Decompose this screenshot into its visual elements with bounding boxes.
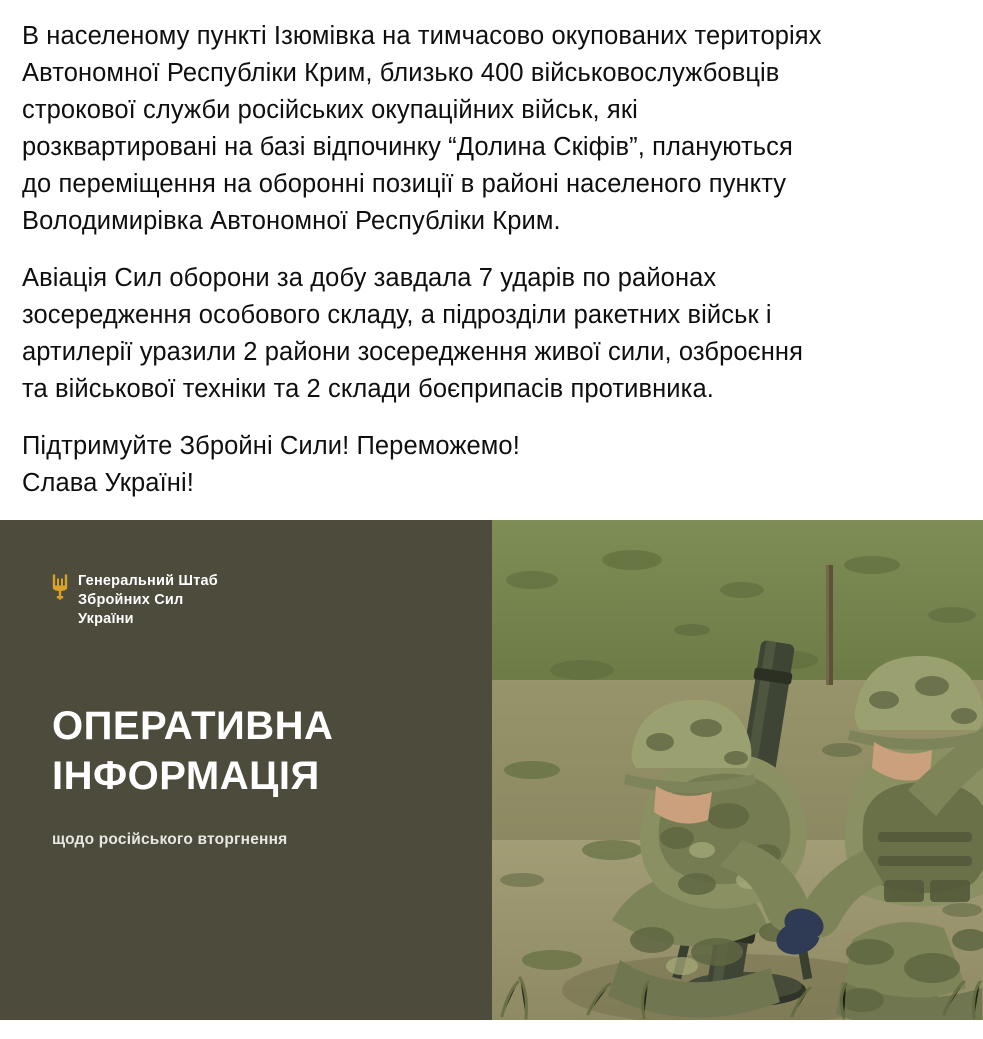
brand-text [78,572,218,629]
text-line: Автономної Республіки Крим, близько 400 військовослужбовців [22,59,780,87]
banner-title-line-2: ІНФОРМАЦІЯ [52,754,320,798]
banner-subtitle: щодо російського вторгнення [52,831,288,848]
banner-title [52,701,452,801]
operational-info-banner [0,520,492,1020]
brand-line-2: Збройних Сил [78,592,184,608]
text-line: розквартировані на базі відпочинку “Долина Скіфів”, плануються [22,133,793,161]
text-line: Слава Україні! [22,469,194,497]
paragraph-2 [22,260,961,408]
paragraph-1 [22,18,961,240]
trident-icon [52,574,68,600]
banner-title-line-1: ОПЕРАТИВНА [52,704,334,748]
text-line: Авіація Сил оборони за добу завдала 7 ударів по районах [22,264,717,292]
paragraph-3 [22,428,961,502]
text-line: артилерії уразили 2 райони зосередження живої сили, озброєння [22,338,804,366]
text-line: зосередження особового складу, а підрозділи ракетних військ і [22,301,772,329]
text-line: до переміщення на оборонні позиції в районі населеного пункту [22,170,787,198]
general-staff-brand [52,572,452,629]
brand-line-3: України [78,611,134,627]
brand-line-1: Генеральний Штаб [78,573,218,589]
text-line: В населеному пункті Ізюмівка на тимчасово окупованих територіях [22,22,822,50]
text-line: Володимирівка Автономної Республіки Крим. [22,207,561,235]
text-line: Підтримуйте Збройні Сили! Переможемо! [22,432,520,460]
text-line: строкової служби російських окупаційних військ, які [22,96,638,124]
photo-illustration [492,520,983,1020]
post-text [0,0,983,512]
post-media [0,520,983,1020]
post-photo [492,520,983,1020]
text-line: та військової техніки та 2 склади боєприпасів противника. [22,375,714,403]
